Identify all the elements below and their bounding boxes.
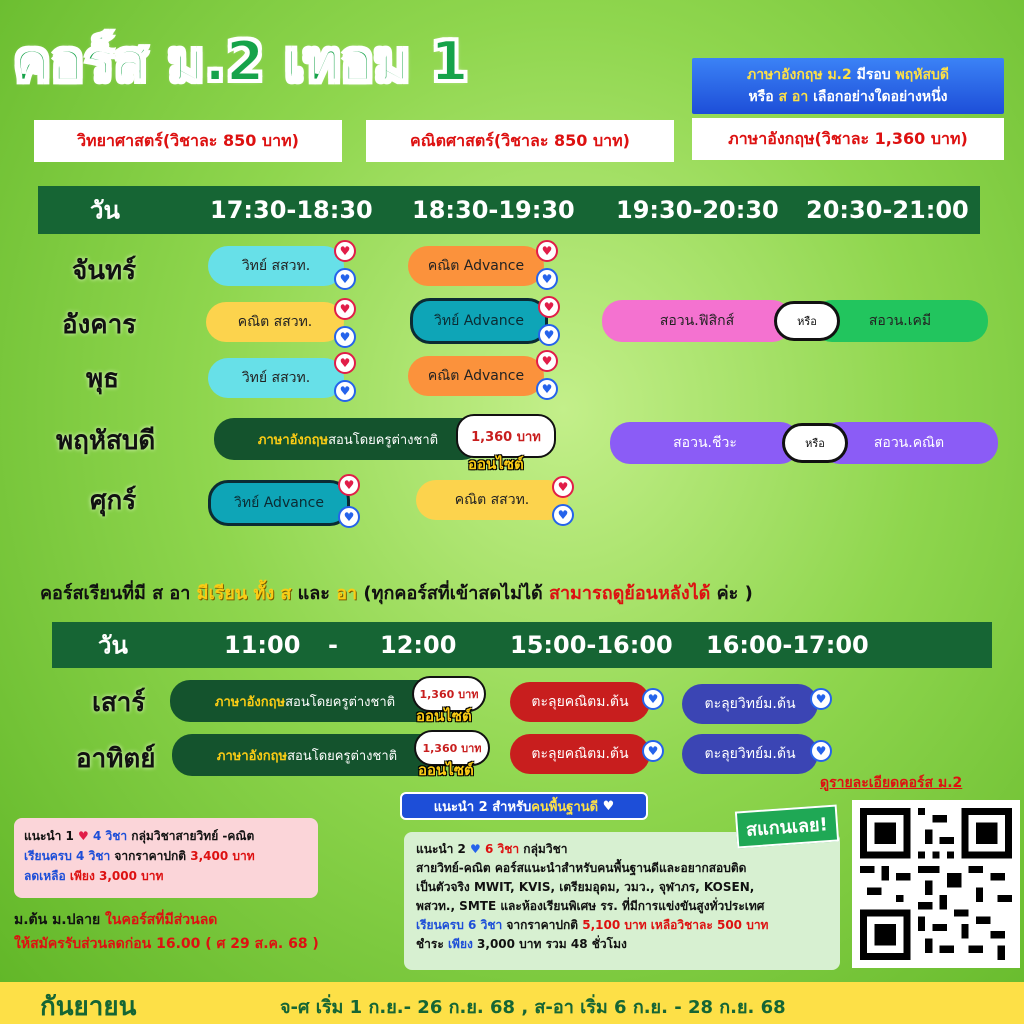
heart-red-icon: ♥ [334,352,356,374]
class-thu-english[interactable] [214,418,482,460]
rec-text: 6 วิชา [480,842,520,856]
rec-text: แนะนำ 1 [24,829,79,843]
rec-text: พสวท., SMTE และห้องเรียนพิเศษ รร. ที่มีการแข่งขันสูงทั่วประเทศ [416,899,765,913]
rec-text: เป็นตัวจริง MWIT, KVIS, เตรียมอุดม, วมว., จุฬาภร, KOSEN, [416,880,755,894]
class-sat-math-junior[interactable]: ตะลุยคณิตม.ต้น [510,682,650,722]
onsite-label: ออนไซต์ [416,707,472,725]
class-tue-posn-chemistry[interactable]: สอวน.เคมี [812,300,988,342]
weekday-header-bar [38,186,980,234]
english-price-tag: 1,360 บาท [412,676,486,712]
weekend-header-bar [52,622,992,668]
recommendation-2 [404,832,840,970]
day-thursday: พฤหัสบดี [56,426,156,456]
subject-name: วิทยาศาสตร์ [77,130,163,150]
rec-text: ชำระ [416,937,448,951]
discount-promo [14,908,319,956]
class-tue-math-ipst[interactable]: คณิต สสวท. [206,302,344,342]
heart-blue-icon: ♥ [642,740,664,762]
header-time: 15:00-16:00 [510,631,673,659]
header-time: 18:30-19:30 [412,196,575,224]
class-label: สอนโดยครูต่างชาติ [328,432,439,448]
rec-text: กลุ่มวิชา [519,842,568,856]
note-text: ทั้ง [253,583,275,604]
class-sun-english[interactable] [172,734,442,776]
class-fri-math-ipst[interactable]: คณิต สสวท. [416,480,568,520]
note-text: ค่ะ ) [710,583,753,604]
header-time: 20:30-21:00 [806,196,969,224]
heart-blue-icon: ♥ [642,688,664,710]
class-sat-science-junior[interactable]: ตะลุยวิทย์ม.ต้น [682,684,818,724]
subject-price: (วิชาละ 850 บาท) [162,130,299,150]
class-thu-posn-math[interactable]: สอวน.คณิต [820,422,998,464]
recommendation-2-tab [400,792,648,820]
note-text: พฤหัสบดี [895,67,950,83]
rec-text: แนะนำ 2 [416,842,471,856]
class-wed-science-ipst[interactable]: วิทย์ สสวท. [208,358,344,398]
bottom-date-bar [0,982,1024,1024]
class-wed-math-advance[interactable]: คณิต Advance [408,356,544,396]
day-sunday: อาทิตย์ [76,744,156,774]
note-text: ส [280,583,292,604]
subject-price: (วิชาละ 1,360 บาท) [814,128,968,148]
header-time: - [328,631,338,659]
rec-text: เรียนครบ 6 วิชา [416,918,503,932]
day-friday: ศุกร์ [90,486,137,516]
day-tuesday: อังคาร [62,310,137,340]
note-text: ภาษาอังกฤษ ม.2 [746,67,852,83]
onsite-label: ออนไซต์ [468,455,524,473]
heart-blue-icon: ♥ [338,506,360,528]
recommendation-1 [14,818,318,898]
class-mon-math-advance[interactable]: คณิต Advance [408,246,544,286]
onsite-label: ออนไซต์ [418,761,474,779]
rec-text: เรียนครบ 4 วิชา [24,849,111,863]
day-monday: จันทร์ [72,256,137,286]
heart-red-icon: ♥ [334,240,356,262]
page-title: คอร์ส ม.2 เทอม 1 [14,30,470,93]
header-time: 12:00 [380,631,457,659]
promo-text: ม.ต้น ม.ปลาย [14,912,106,928]
or-chip: หรือ [774,301,840,341]
qr-code-graphic [860,808,1012,960]
class-label: ภาษาอังกฤษ [257,432,329,448]
heart-blue-icon: ♥ [536,378,558,400]
note-text: ส อา [778,89,809,105]
class-fri-science-advance[interactable]: วิทย์ Advance [208,480,350,526]
class-tue-science-advance[interactable]: วิทย์ Advance [410,298,548,344]
note-text: มีรอบ [851,67,896,83]
class-label: สอนโดยครูต่างชาติ [287,748,398,764]
rec-text: จากราคาปกติ [502,918,583,932]
promo-text: ให้สมัครรับส่วนลดก่อน 16.00 ( ศ 29 ส.ค. 68 ) [14,936,319,952]
month-label: กันยายน [40,992,137,1022]
note-text: (ทุกคอร์สที่เข้าสดไม่ได้ [357,583,549,604]
english-price-tag: 1,360 บาท [414,730,490,766]
class-label: ภาษาอังกฤษ [216,748,288,764]
heart-blue-icon: ♥ [470,842,481,856]
header-day: วัน [98,631,128,660]
heart-red-icon: ♥ [536,350,558,372]
weekend-note [40,578,753,607]
heart-blue-icon: ♥ [334,326,356,348]
heart-blue-icon: ♥ [536,268,558,290]
heart-red-icon: ♥ [538,296,560,318]
rec-text: จากราคาปกติ [110,849,191,863]
subject-name: คณิตศาสตร์ [410,130,494,150]
header-time: 19:30-20:30 [616,196,779,224]
class-thu-posn-biology[interactable]: สอวน.ชีวะ [610,422,800,464]
subject-price: (วิชาละ 850 บาท) [493,130,630,150]
tab-text: คนพื้นฐานดี [531,799,599,815]
note-text: หรือ [748,89,779,105]
rec-text: เพียง [447,937,473,951]
english-price-box [692,118,1004,160]
date-range: จ-ศ เริ่ม 1 ก.ย.- 26 ก.ย. 68 , ส-อา เริ่ม 6 ก.ย. - 28 ก.ย. 68 [280,997,786,1018]
heart-blue-icon: ♥ [334,380,356,402]
heart-blue-icon: ♥ [552,504,574,526]
header-day: วัน [90,196,120,225]
class-sun-math-junior[interactable]: ตะลุยคณิตม.ต้น [510,734,650,774]
class-sun-science-junior[interactable]: ตะลุยวิทย์ม.ต้น [682,734,818,774]
rec-text: 4 วิชา [88,829,128,843]
class-label: สอนโดยครูต่างชาติ [285,694,396,710]
course-details-link[interactable]: ดูรายละเอียดคอร์ส ม.2 [820,775,963,791]
rec-text: เพียง 3,000 บาท [65,869,164,883]
header-time: 11:00 [224,631,301,659]
header-time: 16:00-17:00 [706,631,869,659]
english-price-tag: 1,360 บาท [456,414,556,458]
class-label: ภาษาอังกฤษ [214,694,286,710]
class-sat-english[interactable] [170,680,440,722]
heart-red-icon: ♥ [536,240,558,262]
heart-red-icon: ♥ [338,474,360,496]
note-text: สามารถดูย้อนหลังได้ [548,583,711,604]
heart-blue-icon: ♥ [538,324,560,346]
note-text: เลือกอย่างใดอย่างหนึ่ง [808,89,948,105]
day-wednesday: พุธ [86,364,120,394]
or-chip: หรือ [782,423,848,463]
rec-text: กลุ่มวิชาสายวิทย์ -คณิต [127,829,255,843]
scan-label: สแกนเลย! [735,804,839,848]
class-tue-posn-physics[interactable]: สอวน.ฟิสิกส์ [602,300,792,342]
rec-text: ลดเหลือ [24,869,66,883]
day-saturday: เสาร์ [92,688,146,718]
class-mon-science-ipst[interactable]: วิทย์ สสวท. [208,246,344,286]
heart-red-icon: ♥ [334,298,356,320]
qr-code-icon[interactable] [852,800,1020,968]
note-text: อา [336,583,358,604]
heart-blue-icon: ♥ [810,740,832,762]
heart-red-icon: ♥ [552,476,574,498]
tab-text: แนะนำ 2 สำหรับ [433,799,532,815]
heart-red-icon: ♥ [78,829,89,843]
heart-blue-icon: ♥ [602,798,615,814]
rec-text: สายวิทย์-คณิต คอร์สแนะนำสำหรับคนพื้นฐานดีและอยากสอบติด [416,861,747,875]
math-price-box [366,120,674,162]
header-time: 17:30-18:30 [210,196,373,224]
note-text: และ [291,583,337,604]
rec-text: 5,100 บาท [582,918,647,932]
subject-name: ภาษาอังกฤษ [728,128,815,148]
rec-text: 3,000 บาท รวม 48 ชั่วโมง [472,937,627,951]
rec-text: 3,400 บาท [190,849,255,863]
heart-blue-icon: ♥ [334,268,356,290]
rec-text: เหลือวิชาละ 500 บาท [646,918,769,932]
note-text: คอร์สเรียนที่มี ส อา [40,583,197,604]
heart-blue-icon: ♥ [810,688,832,710]
note-text: มีเรียน [196,583,248,604]
science-price-box [34,120,342,162]
promo-text: ในคอร์สที่มีส่วนลด [105,912,218,928]
english-schedule-note [692,58,1004,114]
